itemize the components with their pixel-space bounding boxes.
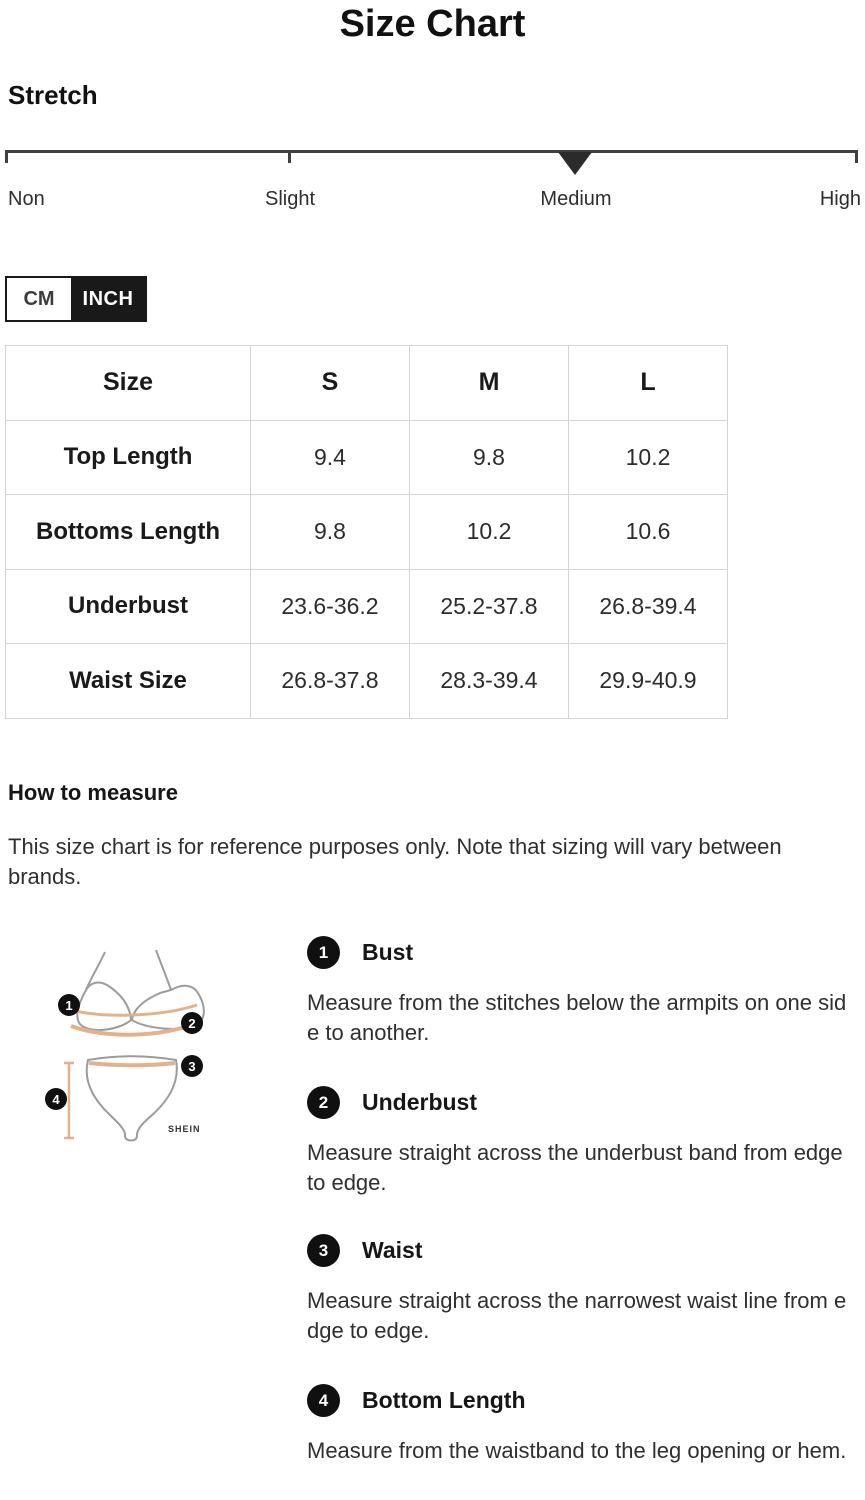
- brand-logo: SHEIN: [168, 1124, 201, 1134]
- cell-value: 25.2-37.8: [410, 569, 569, 644]
- row-label-waist-size: Waist Size: [6, 644, 251, 719]
- stretch-level-high: High: [819, 188, 861, 210]
- how-to-measure-note: This size chart is for reference purposes only. Note that sizing will vary between brands.: [8, 834, 782, 889]
- page-title: Size Chart: [339, 3, 526, 45]
- unit-toggle: [5, 276, 147, 322]
- table-row: [6, 644, 728, 719]
- cell-value: 10.6: [569, 495, 728, 570]
- bikini-strap-right: [156, 950, 171, 990]
- how-to-measure-heading: How to measure: [8, 780, 178, 805]
- cell-value: 10.2: [569, 420, 728, 495]
- svg-text:2: 2: [188, 1016, 196, 1031]
- cell-value: 26.8-39.4: [569, 569, 728, 644]
- measure-step-underbust: [307, 1086, 853, 1198]
- stretch-tick-non: [5, 150, 8, 163]
- step-description: Measure straight across the narrowest waist line from edge to edge.: [307, 1288, 847, 1343]
- size-table: [5, 345, 728, 719]
- step-label: Bust: [362, 939, 414, 965]
- step-description: Measure from the waistband to the leg opening or hem.: [307, 1438, 847, 1463]
- stretch-level-medium: Medium: [540, 188, 612, 210]
- row-label-top-length: Top Length: [6, 420, 251, 495]
- measure-step-waist: [307, 1234, 853, 1346]
- table-row: [6, 495, 728, 570]
- row-label-underbust: Underbust: [6, 569, 251, 644]
- stretch-tick-slight: [288, 150, 291, 163]
- table-row: [6, 420, 728, 495]
- table-header-row: [6, 346, 728, 421]
- unit-inch-button[interactable]: INCH: [71, 278, 145, 320]
- step-label: Underbust: [362, 1089, 477, 1115]
- cell-value: 26.8-37.8: [251, 644, 410, 719]
- cell-value: 29.9-40.9: [569, 644, 728, 719]
- bikini-cup-left: [77, 983, 131, 1030]
- step-number-badge: 2: [307, 1086, 340, 1119]
- step-label: Bottom Length: [362, 1387, 526, 1413]
- svg-text:1: 1: [65, 998, 73, 1013]
- step-number-badge: 4: [307, 1384, 340, 1417]
- row-label-bottoms-length: Bottoms Length: [6, 495, 251, 570]
- measure-step-bottom-length: [307, 1384, 853, 1466]
- bikini-measure-diagram: [25, 920, 255, 1155]
- col-header-size: Size: [6, 346, 251, 421]
- stretch-level-slight: Slight: [264, 188, 316, 210]
- stretch-heading: Stretch: [8, 80, 98, 110]
- step-description: Measure straight across the underbust band from edge to edge.: [307, 1140, 843, 1195]
- step-number-badge: 1: [307, 936, 340, 969]
- step-number-badge: 3: [307, 1234, 340, 1267]
- stretch-scale-track: [5, 150, 858, 153]
- cell-value: 28.3-39.4: [410, 644, 569, 719]
- diagram-point-3: [181, 1055, 203, 1077]
- stretch-level-non: Non: [8, 188, 45, 210]
- bikini-bottom-outline: [87, 1056, 177, 1140]
- svg-text:3: 3: [188, 1059, 196, 1074]
- step-description: Measure from the stitches below the armpits on one side to another.: [307, 990, 847, 1045]
- step-label: Waist: [362, 1237, 423, 1263]
- col-header-m: M: [410, 346, 569, 421]
- cell-value: 10.2: [410, 495, 569, 570]
- diagram-point-2: [181, 1012, 203, 1034]
- cell-value: 9.8: [251, 495, 410, 570]
- stretch-marker-icon: [558, 152, 592, 175]
- col-header-l: L: [569, 346, 728, 421]
- cell-value: 9.4: [251, 420, 410, 495]
- cell-value: 23.6-36.2: [251, 569, 410, 644]
- table-row: [6, 569, 728, 644]
- stretch-tick-high: [855, 150, 858, 163]
- diagram-point-4: [45, 1088, 67, 1110]
- diagram-point-1: [58, 994, 80, 1016]
- cell-value: 9.8: [410, 420, 569, 495]
- col-header-s: S: [251, 346, 410, 421]
- measure-step-bust: [307, 936, 853, 1048]
- svg-text:4: 4: [52, 1092, 60, 1107]
- unit-cm-button[interactable]: CM: [7, 278, 71, 320]
